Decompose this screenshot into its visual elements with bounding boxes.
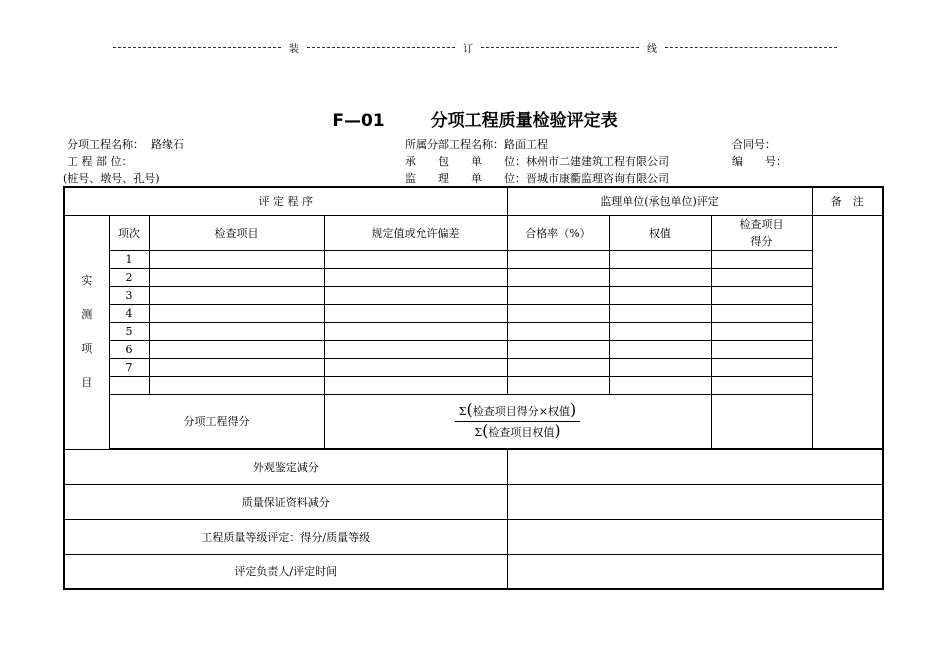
score-formula: $\frac{\text{Σ(检查项目得分×权值)}}{\text{Σ(检查项目权值)}}$ bbox=[324, 394, 711, 448]
sub-project-row bbox=[405, 136, 548, 152]
formula-numerator: 检查项目得分×权值 bbox=[472, 404, 570, 418]
sigma-symbol-den: Σ bbox=[474, 425, 483, 439]
quality-doc-deduction-value bbox=[507, 484, 883, 519]
col-header-pass-rate: 合格率（%） bbox=[507, 215, 609, 250]
remarks-header: 备 注 bbox=[812, 187, 883, 215]
formula-denominator: 检查项目权值 bbox=[488, 425, 555, 439]
col-header-score: 检查项目 得分 bbox=[711, 215, 812, 250]
binding-char-3: 线 bbox=[647, 44, 657, 55]
item-name-row bbox=[67, 136, 184, 152]
responsible-label: 评定负责人/评定时间 bbox=[64, 554, 507, 589]
appearance-deduction-label: 外观鉴定减分 bbox=[64, 449, 507, 484]
row-number: 6 bbox=[109, 340, 149, 358]
contractor-value: 林州市二建建筑工程有限公司 bbox=[526, 155, 669, 168]
row-number: 2 bbox=[109, 268, 149, 286]
form-code: F—01 bbox=[332, 111, 385, 131]
form-title: 分项工程质量检验评定表 bbox=[430, 111, 618, 131]
binding-char-2: 订 bbox=[463, 44, 473, 55]
sub-project-value: 路面工程 bbox=[504, 138, 548, 151]
supervisor-value: 晋城市康衢监理咨询有限公司 bbox=[526, 172, 669, 185]
serial-no-label: 编 号： bbox=[732, 155, 787, 168]
row-number: 5 bbox=[109, 322, 149, 340]
pile-label: (桩号、墩号、孔号) bbox=[63, 172, 160, 185]
supervisor-row bbox=[405, 170, 669, 186]
measured-items-label: 实 测 项 目 bbox=[64, 215, 109, 449]
col-header-index: 项次 bbox=[109, 215, 149, 250]
row-number: 4 bbox=[109, 304, 149, 322]
contractor-row bbox=[405, 153, 669, 169]
binding-char-1: 装 bbox=[289, 44, 299, 55]
subitem-score-value bbox=[711, 394, 812, 448]
eval-procedure-header: 评 定 程 序 bbox=[64, 187, 507, 215]
contractor-label: 承 包 单 位： bbox=[405, 155, 526, 168]
supervision-eval-header: 监理单位(承包单位)评定 bbox=[507, 187, 812, 215]
supervisor-label: 监 理 单 位： bbox=[405, 172, 526, 185]
col-header-check-item: 检查项目 bbox=[149, 215, 324, 250]
appearance-deduction-value bbox=[507, 449, 883, 484]
row-number: 1 bbox=[109, 250, 149, 268]
sub-project-label: 所属分部工程名称： bbox=[405, 138, 504, 151]
part-label: 工 程 部 位： bbox=[67, 155, 133, 168]
sigma-symbol: Σ bbox=[458, 404, 467, 418]
row-number: 3 bbox=[109, 286, 149, 304]
col-header-weight: 权值 bbox=[609, 215, 711, 250]
remarks-cell bbox=[812, 215, 883, 448]
row-number: 7 bbox=[109, 358, 149, 376]
row-number bbox=[109, 376, 149, 394]
contract-no-label: 合同号： bbox=[732, 138, 776, 151]
binding-line bbox=[0, 40, 950, 55]
subitem-score-label: 分项工程得分 bbox=[109, 394, 324, 448]
col-header-spec: 规定值或允许偏差 bbox=[324, 215, 507, 250]
quality-doc-deduction-label: 质量保证资料减分 bbox=[64, 484, 507, 519]
grade-eval-value bbox=[507, 519, 883, 554]
item-name-label: 分项工程名称： bbox=[67, 138, 144, 151]
item-name-value: 路缘石 bbox=[151, 138, 184, 151]
grade-eval-label: 工程质量等级评定：得分/质量等级 bbox=[64, 519, 507, 554]
responsible-value bbox=[507, 554, 883, 589]
evaluation-table bbox=[63, 186, 884, 590]
page-title bbox=[0, 106, 950, 131]
